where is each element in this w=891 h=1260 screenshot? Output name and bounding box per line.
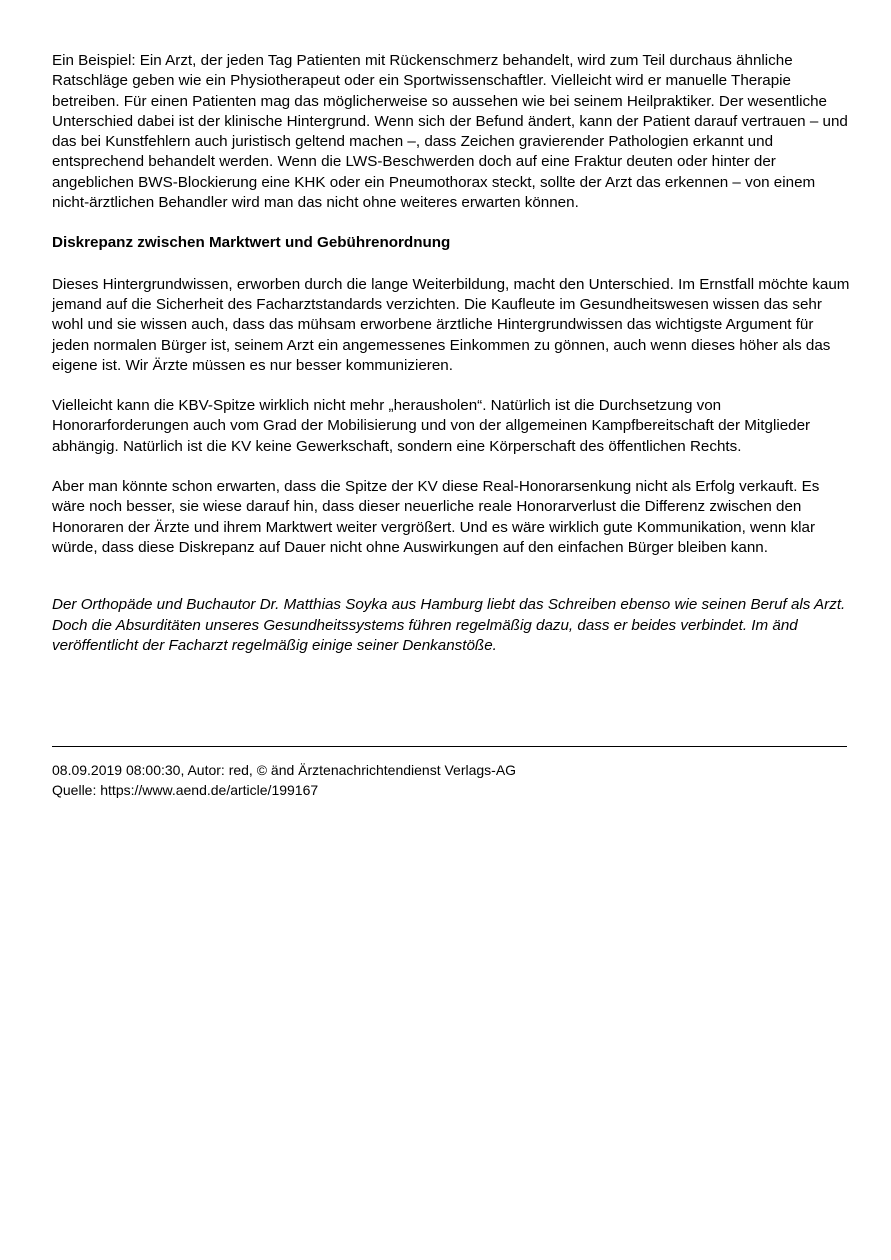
footer-divider <box>52 746 847 747</box>
article-paragraph-1: Ein Beispiel: Ein Arzt, der jeden Tag Patienten mit Rückenschmerz behandelt, wird zum Teil durchaus ähnliche Ratschläge geben wie ein Physiotherapeut oder ein Sportwissenschaftler. Vielleicht wird er manuelle Therapie betreiben. Für einen Patienten mag das möglicherweise so aussehen wie bei seinem Heilpraktiker. Der wesentliche Unterschied dabei ist der klinische Hintergrund. Wenn sich der Befund ändert, kann der Patient darauf vertrauen – und das bei Kunstfehlern auch juristisch geltend machen –, dass Zeichen gravierender Pathologien erkannt und entsprechend behandelt werden. Wenn die LWS-Beschwerden doch auf eine Fraktur deuten oder hinter der angeblichen BWS-Blockierung eine KHK oder ein Pneumothorax steckt, sollte der Arzt das erkennen – von einem nicht-ärztlichen Behandler wird man das nicht ohne weiteres erwarten können. <box>52 52 848 212</box>
article-paragraph-3: Vielleicht kann die KBV-Spitze wirklich nicht mehr „herausholen“. Natürlich ist die Durchsetzung von Honorarforderungen auch vom Grad der Mobilisierung und von der allgemeinen Kampfbereitschaft der Mitglieder abhängig. Natürlich ist die KV keine Gewerkschaft, sondern eine Körperschaft des öffentlichen Rechts. <box>52 397 811 455</box>
section-heading: Diskrepanz zwischen Marktwert und Gebührenordnung <box>52 234 451 252</box>
article-paragraph-4: Aber man könnte schon erwarten, dass die Spitze der KV diese Real-Honorarsenkung nicht als Erfolg verkauft. Es wäre noch besser, sie wiese darauf hin, dass dieser neuerliche reale Honorarverlust die Differenz zwischen den Honoraren der Ärzte und ihrem Marktwert weiter vergrößert. Und es wäre wirklich gute Kommunikation, wenn klar würde, dass diese Diskrepanz auf Dauer nicht ohne Auswirkungen auf den einfachen Bürger bleiben kann. <box>52 478 820 556</box>
author-note: Der Orthopäde und Buchautor Dr. Matthias Soyka aus Hamburg liebt das Schreiben ebenso wie seinen Beruf als Arzt. Doch die Absurditäten unseres Gesundheitssystems führen regelmäßig dazu, dass er beides verbindet. Im änd veröffentlicht der Facharzt regelmäßig einige seiner Denkanstöße. <box>52 596 846 654</box>
footer-source-line: Quelle: https://www.aend.de/article/199167 <box>52 781 319 798</box>
article-paragraph-2: Dieses Hintergrundwissen, erworben durch die lange Weiterbildung, macht den Unterschied. Im Ernstfall möchte kaum jemand auf die Sicherheit des Facharztstandards verzichten. Die Kaufleute im Gesundheitswesen wissen das sehr wohl und sie wissen auch, dass das mühsam erworbene ärztliche Hintergrundwissen das wichtigste Argument für jeden normalen Bürger ist, seinem Arzt ein angemessenes Einkommen zu gönnen, auch wenn dieses höher als das eigene ist. Wir Ärzte müssen es nur besser kommunizieren. <box>52 275 850 374</box>
footer-meta-line: 08.09.2019 08:00:30, Autor: red, © änd Ärztenachrichtendienst Verlags-AG <box>52 762 517 778</box>
article-footer <box>52 761 847 800</box>
article-body <box>52 51 852 656</box>
